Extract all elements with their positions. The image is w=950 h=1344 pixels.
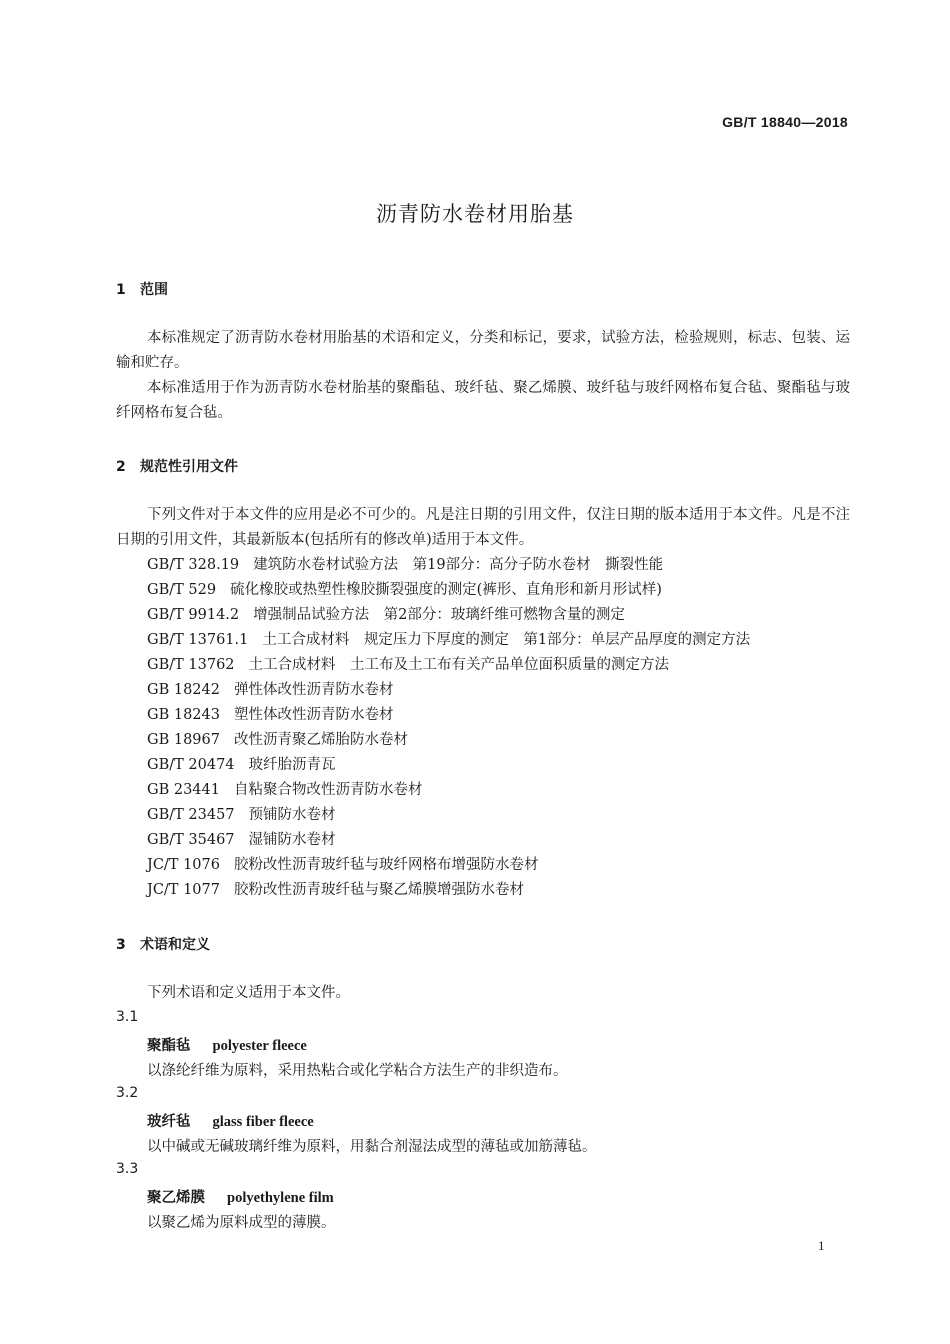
section-1-heading — [116, 279, 168, 299]
reference-code: GB/T 13761.1 — [147, 632, 249, 648]
section-2-heading — [116, 456, 238, 476]
reference-title: 胶粉改性沥青玻纤毡与聚乙烯膜增强防水卷材 — [233, 882, 524, 898]
reference-item — [147, 653, 669, 678]
reference-title: 土工合成材料 土工布及土工布有关产品单位面积质量的测定方法 — [248, 657, 670, 673]
reference-code: JC/T 1077 — [147, 882, 220, 898]
document-title: 沥青防水卷材用胎基 — [376, 202, 574, 226]
term-number: 3.3 — [116, 1161, 139, 1177]
term-number: 3.2 — [116, 1085, 139, 1101]
scope-paragraph-1: 本标准规定了沥青防水卷材用胎基的术语和定义，分类和标记，要求，试验方法，检验规则，标志、包装、运输和贮存。 — [116, 330, 850, 371]
term-number: 3.1 — [116, 1009, 139, 1025]
section-3-heading — [116, 934, 210, 954]
reference-item — [147, 753, 336, 778]
reference-title: 硫化橡胶或热塑性橡胶撕裂强度的测定(裤形、直角形和新月形试样) — [230, 582, 662, 598]
reference-code: GB 18967 — [147, 732, 220, 748]
term-en: glass fiber fleece — [212, 1114, 314, 1130]
references-intro: 下列文件对于本文件的应用是必不可少的。凡是注日期的引用文件，仅注日期的版本适用于本文件。凡是不注日期的引用文件，其最新版本(包括所有的修改单)适用于本文件。 — [116, 507, 850, 548]
reference-code: GB/T 20474 — [147, 757, 235, 773]
reference-code: GB 23441 — [147, 782, 220, 798]
reference-title: 弹性体改性沥青防水卷材 — [233, 682, 394, 698]
reference-title: 塑性体改性沥青防水卷材 — [233, 707, 394, 723]
reference-item — [147, 603, 625, 628]
reference-code: GB/T 35467 — [147, 832, 235, 848]
terms-intro: 下列术语和定义适用于本文件。 — [147, 985, 350, 1001]
term-definition: 以聚乙烯为原料成型的薄膜。 — [147, 1215, 336, 1231]
page-number: 1 — [818, 1238, 825, 1253]
reference-code: GB 18242 — [147, 682, 220, 698]
term-zh: 聚乙烯膜 — [147, 1190, 205, 1206]
reference-code: GB/T 529 — [147, 582, 217, 598]
reference-item — [147, 878, 524, 903]
reference-item — [147, 778, 422, 803]
term-zh: 聚酯毡 — [147, 1038, 191, 1054]
reference-item — [147, 553, 663, 578]
reference-title: 湿铺防水卷材 — [248, 832, 336, 848]
reference-code: GB/T 23457 — [147, 807, 235, 823]
term-definition: 以涤纶纤维为原料，采用热粘合或化学粘合方法生产的非织造布。 — [147, 1063, 568, 1079]
reference-item — [147, 678, 393, 703]
reference-item — [147, 803, 336, 828]
section-number: 2 — [116, 459, 126, 475]
reference-code: GB/T 328.19 — [147, 557, 240, 573]
reference-item — [147, 828, 336, 853]
reference-item — [147, 853, 538, 878]
reference-title: 增强制品试验方法 第2部分：玻璃纤维可燃物含量的测定 — [253, 607, 625, 623]
reference-title: 建筑防水卷材试验方法 第19部分：高分子防水卷材 撕裂性能 — [253, 557, 664, 573]
reference-code: JC/T 1076 — [147, 857, 220, 873]
term-heading — [147, 1110, 314, 1131]
reference-title: 胶粉改性沥青玻纤毡与玻纤网格布增强防水卷材 — [233, 857, 539, 873]
reference-item — [147, 578, 662, 603]
term-heading — [147, 1034, 307, 1055]
section-number: 3 — [116, 937, 126, 953]
reference-title: 自粘聚合物改性沥青防水卷材 — [233, 782, 423, 798]
reference-code: GB 18243 — [147, 707, 220, 723]
section-title: 术语和定义 — [140, 937, 210, 953]
term-en: polyethylene film — [227, 1190, 334, 1206]
reference-item — [147, 703, 393, 728]
term-zh: 玻纤毡 — [147, 1114, 191, 1130]
term-definition: 以中碱或无碱玻璃纤维为原料，用黏合剂湿法成型的薄毡或加筋薄毡。 — [147, 1139, 597, 1155]
reference-item — [147, 728, 408, 753]
standard-number: GB/T 18840—2018 — [722, 114, 848, 130]
scope-paragraph-2: 本标准适用于作为沥青防水卷材胎基的聚酯毡、玻纤毡、聚乙烯膜、玻纤毡与玻纤网格布复合毡、聚酯毡与玻纤网格布复合毡。 — [116, 380, 850, 421]
section-title: 规范性引用文件 — [140, 459, 238, 475]
reference-item — [147, 628, 750, 653]
reference-title: 改性沥青聚乙烯胎防水卷材 — [233, 732, 408, 748]
reference-title: 玻纤胎沥青瓦 — [248, 757, 336, 773]
section-number: 1 — [116, 282, 126, 298]
reference-title: 土工合成材料 规定压力下厚度的测定 第1部分：单层产品厚度的测定方法 — [262, 632, 751, 648]
reference-code: GB/T 9914.2 — [147, 607, 240, 623]
section-title: 范围 — [140, 282, 168, 298]
term-en: polyester fleece — [212, 1038, 307, 1054]
term-heading — [147, 1186, 334, 1207]
reference-code: GB/T 13762 — [147, 657, 235, 673]
reference-title: 预铺防水卷材 — [248, 807, 336, 823]
